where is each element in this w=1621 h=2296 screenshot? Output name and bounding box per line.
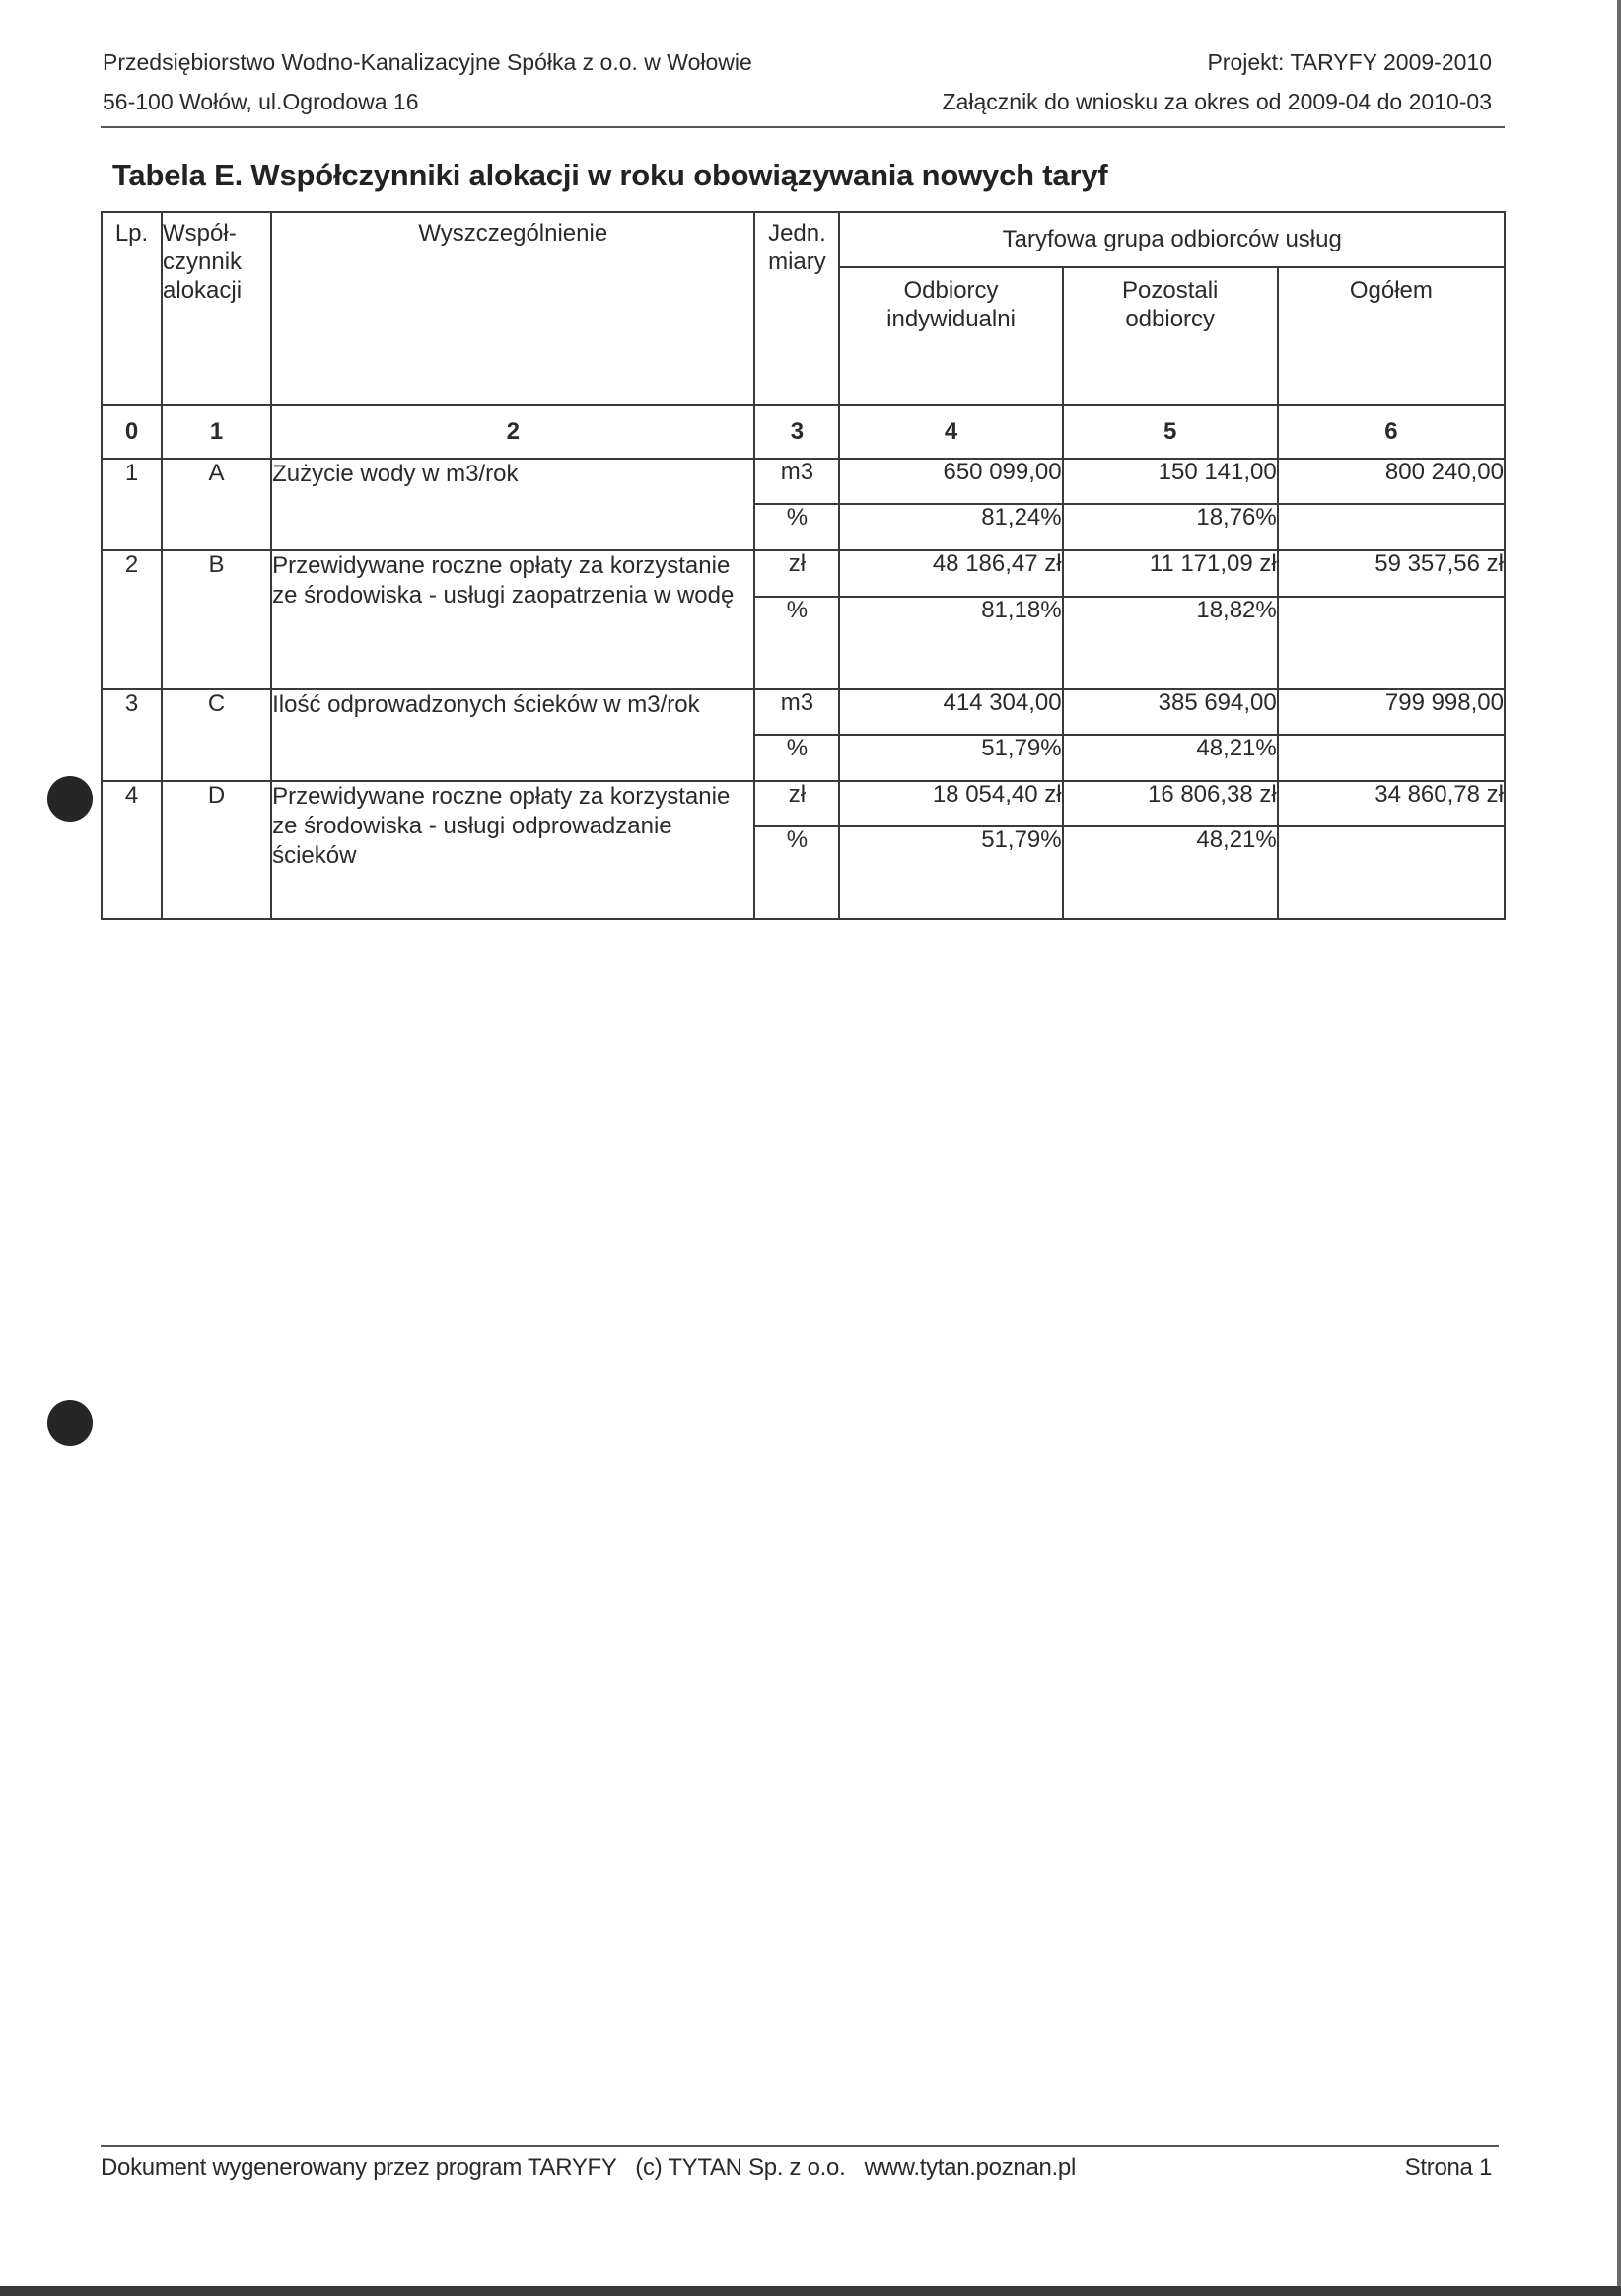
company-address: 56-100 Wołów, ul.Ogrodowa 16 <box>103 89 419 114</box>
value-individual: 650 099,00 <box>839 459 1062 504</box>
scan-page-edge-right <box>1617 0 1621 2296</box>
column-number: 2 <box>271 405 754 459</box>
header-divider <box>101 126 1505 128</box>
row-unit: % <box>754 735 839 781</box>
column-number: 6 <box>1278 405 1505 459</box>
header-tariff-group: Taryfowa grupa odbiorców usług <box>839 212 1505 267</box>
value-other: 150 141,00 <box>1063 459 1278 504</box>
value-individual: 18 054,40 zł <box>839 781 1062 826</box>
value-total <box>1278 826 1505 919</box>
attachment-period: Załącznik do wniosku za okres od 2009-04 do 2010-03 <box>942 89 1492 114</box>
value-individual: 51,79% <box>839 826 1062 919</box>
column-numbers-row <box>102 405 1505 459</box>
row-description: Ilość odprowadzonych ścieków w m3/rok <box>271 689 754 781</box>
value-other: 385 694,00 <box>1063 689 1278 735</box>
allocation-table <box>101 211 1506 920</box>
punch-hole-icon <box>47 776 93 822</box>
row-description: Przewidywane roczne opłaty za korzystanie ze środowiska - usługi zaopatrzenia w wodę <box>271 550 754 689</box>
row-unit: m3 <box>754 689 839 735</box>
row-lp: 3 <box>102 689 162 781</box>
header-unit: Jedn. miary <box>754 212 839 405</box>
row-unit: zł <box>754 550 839 597</box>
column-number: 1 <box>162 405 271 459</box>
column-number: 4 <box>839 405 1062 459</box>
value-total <box>1278 597 1505 689</box>
header-lp: Lp. <box>102 212 162 405</box>
value-individual: 48 186,47 zł <box>839 550 1062 597</box>
scan-page-edge-bottom <box>0 2286 1621 2296</box>
row-lp: 2 <box>102 550 162 689</box>
table-row <box>102 459 1505 504</box>
value-other: 48,21% <box>1063 735 1278 781</box>
project-name: Projekt: TARYFY 2009-2010 <box>1207 49 1492 75</box>
table-row <box>102 689 1505 735</box>
table-title: Tabela E. Współczynniki alokacji w roku obowiązywania nowych taryf <box>112 158 1108 192</box>
row-unit: % <box>754 504 839 550</box>
row-unit: % <box>754 597 839 689</box>
value-total: 800 240,00 <box>1278 459 1505 504</box>
page-number: Strona 1 <box>1404 2154 1492 2181</box>
row-unit: m3 <box>754 459 839 504</box>
value-other: 18,76% <box>1063 504 1278 550</box>
table-row <box>102 550 1505 597</box>
header-individual: Odbiorcy indywidualni <box>839 267 1062 405</box>
row-coefficient: A <box>162 459 271 550</box>
value-total: 799 998,00 <box>1278 689 1505 735</box>
header-coefficient: Współ- czynnik alokacji <box>162 212 271 405</box>
value-other: 11 171,09 zł <box>1063 550 1278 597</box>
row-description: Zużycie wody w m3/rok <box>271 459 754 550</box>
value-individual: 81,24% <box>839 504 1062 550</box>
value-individual: 51,79% <box>839 735 1062 781</box>
row-lp: 1 <box>102 459 162 550</box>
company-name: Przedsiębiorstwo Wodno-Kanalizacyjne Spółka z o.o. w Wołowie <box>103 49 752 75</box>
header-other: Pozostali odbiorcy <box>1063 267 1278 405</box>
value-total <box>1278 504 1505 550</box>
column-number: 5 <box>1063 405 1278 459</box>
row-unit: zł <box>754 781 839 826</box>
table-row <box>102 781 1505 826</box>
row-coefficient: B <box>162 550 271 689</box>
footer-generated-by: Dokument wygenerowany przez program TARYFY (c) TYTAN Sp. z o.o. www.tytan.poznan.pl <box>101 2154 1076 2181</box>
value-total: 59 357,56 zł <box>1278 550 1505 597</box>
value-total: 34 860,78 zł <box>1278 781 1505 826</box>
value-other: 18,82% <box>1063 597 1278 689</box>
column-number: 3 <box>754 405 839 459</box>
value-individual: 414 304,00 <box>839 689 1062 735</box>
value-individual: 81,18% <box>839 597 1062 689</box>
row-unit: % <box>754 826 839 919</box>
row-coefficient: C <box>162 689 271 781</box>
row-coefficient: D <box>162 781 271 919</box>
value-other: 48,21% <box>1063 826 1278 919</box>
column-number: 0 <box>102 405 162 459</box>
header-description: Wyszczególnienie <box>271 212 754 405</box>
header-total: Ogółem <box>1278 267 1505 405</box>
punch-hole-icon <box>47 1400 93 1446</box>
row-lp: 4 <box>102 781 162 919</box>
value-other: 16 806,38 zł <box>1063 781 1278 826</box>
footer-divider <box>101 2145 1499 2147</box>
row-description: Przewidywane roczne opłaty za korzystanie ze środowiska - usługi odprowadzanie ścieków <box>271 781 754 919</box>
value-total <box>1278 735 1505 781</box>
